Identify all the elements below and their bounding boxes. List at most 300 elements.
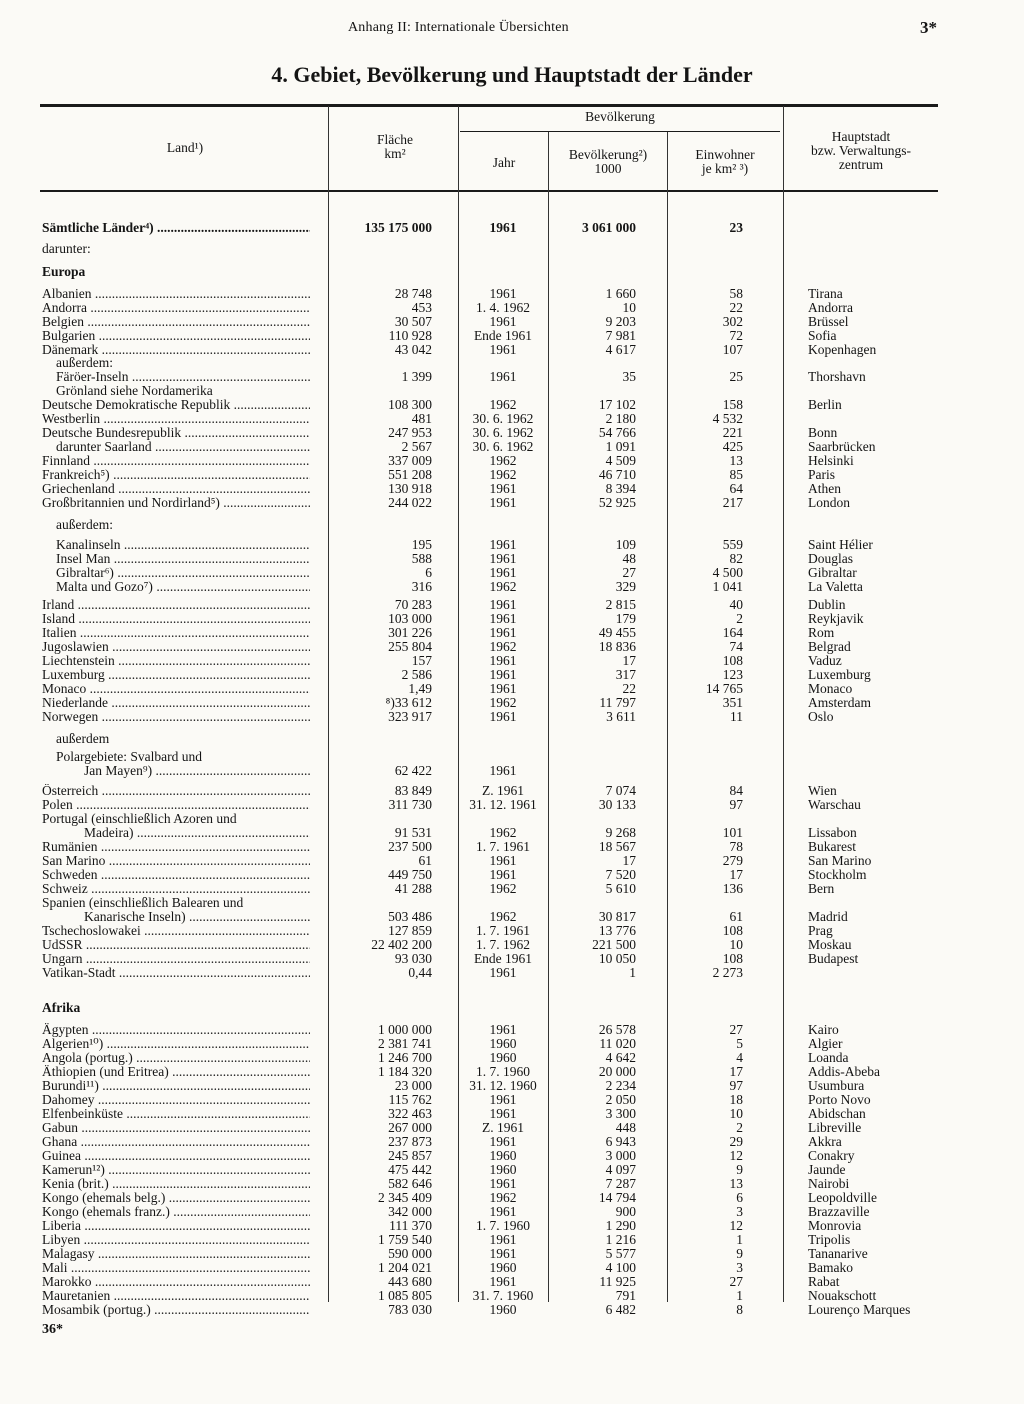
year-value: 30. 6. 1962 — [472, 425, 534, 440]
population-value: 1 660 — [605, 286, 636, 301]
year-value: 1961 — [489, 286, 517, 301]
area-value: 2 381 741 — [378, 1036, 432, 1051]
area-value: 247 953 — [388, 425, 432, 440]
page-number: 3* — [920, 18, 937, 37]
population-value: 30 133 — [598, 797, 636, 812]
year-value: 1960 — [489, 1260, 517, 1275]
table-row — [0, 764, 1024, 778]
population-value: 3 061 000 — [582, 220, 636, 235]
population-value: 17 — [622, 653, 636, 668]
population-value: 4 097 — [605, 1162, 636, 1177]
year-value: 1. 4. 1962 — [476, 300, 530, 315]
population-value: 52 925 — [598, 495, 636, 510]
year-value: 1960 — [489, 1036, 517, 1051]
population-value: 1 091 — [605, 439, 636, 454]
density-value: 13 — [729, 1176, 743, 1191]
year-value: 1. 7. 1960 — [476, 1218, 530, 1233]
area-value: 157 — [411, 653, 432, 668]
year-value: 1962 — [489, 639, 517, 654]
population-value: 54 766 — [598, 425, 636, 440]
capital-name: Conakry — [808, 1148, 855, 1163]
header-bottom-rule — [40, 190, 938, 192]
country-name: Niederlande ..... — [42, 696, 310, 710]
header-flaeche-line1: Fläche — [377, 132, 413, 147]
country-name: Italien ..... — [42, 626, 310, 640]
table-row — [0, 1149, 1024, 1163]
density-value: 2 — [736, 1120, 743, 1135]
capital-name: Athen — [808, 481, 841, 496]
header-land: Land¹) — [166, 140, 204, 155]
country-name: Europa — [42, 265, 86, 279]
area-value: 590 000 — [388, 1246, 432, 1261]
table-row — [0, 812, 1024, 826]
population-value: 17 102 — [598, 397, 636, 412]
population-value: 35 — [622, 369, 636, 384]
year-value: 1962 — [489, 695, 517, 710]
capital-name: Warschau — [808, 797, 861, 812]
table-row — [0, 612, 1024, 626]
capital-name: Monaco — [808, 681, 853, 696]
table-row — [0, 1135, 1024, 1149]
capital-name: Brüssel — [808, 314, 849, 329]
density-value: 11 — [730, 709, 743, 724]
area-value: 1,49 — [408, 681, 432, 696]
population-value: 49 455 — [598, 625, 636, 640]
table-row — [0, 784, 1024, 798]
country-name: Gabun ..... — [42, 1121, 310, 1135]
capital-name: Amsterdam — [808, 695, 871, 710]
area-value: 582 646 — [388, 1176, 432, 1191]
table-row — [0, 315, 1024, 329]
year-value: 1961 — [489, 551, 517, 566]
table-row — [0, 1163, 1024, 1177]
country-name: Angola (portug.) ..... — [42, 1051, 310, 1065]
density-value: 8 — [736, 1302, 743, 1317]
country-name: Liberia ..... — [42, 1219, 310, 1233]
population-value: 8 394 — [605, 481, 636, 496]
area-value: 2 567 — [401, 439, 432, 454]
density-value: 72 — [729, 328, 743, 343]
capital-name: Monrovia — [808, 1218, 862, 1233]
capital-name: Akkra — [808, 1134, 842, 1149]
table-row — [0, 598, 1024, 612]
year-value: 30. 6. 1962 — [472, 411, 534, 426]
country-name: Albanien ..... — [42, 287, 310, 301]
year-value: 1961 — [489, 1106, 517, 1121]
capital-name: Usumbura — [808, 1078, 865, 1093]
capital-name: Tripolis — [808, 1232, 851, 1247]
table-row — [0, 924, 1024, 938]
area-value: 245 857 — [388, 1148, 432, 1163]
density-value: 9 — [736, 1162, 743, 1177]
table-row — [0, 1037, 1024, 1051]
country-name: Dahomey ..... — [42, 1093, 310, 1107]
density-value: 4 532 — [712, 411, 743, 426]
country-name: Luxemburg ..... — [42, 668, 310, 682]
year-value: 1961 — [489, 653, 517, 668]
header-flaeche — [340, 133, 450, 161]
table-row — [0, 329, 1024, 343]
table-row — [0, 1261, 1024, 1275]
density-value: 84 — [729, 783, 743, 798]
area-value: 301 226 — [388, 625, 432, 640]
capital-name: Bern — [808, 881, 835, 896]
table-row — [0, 1205, 1024, 1219]
country-name: Island ..... — [42, 612, 310, 626]
area-value: 1 399 — [401, 369, 432, 384]
year-value: 1961 — [489, 965, 517, 980]
table-row — [0, 1275, 1024, 1289]
area-value: 195 — [411, 537, 432, 552]
density-value: 1 — [736, 1232, 743, 1247]
population-value: 30 817 — [598, 909, 636, 924]
density-value: 12 — [729, 1218, 743, 1233]
capital-name: Loanda — [808, 1050, 849, 1065]
year-value: 1962 — [489, 825, 517, 840]
population-value: 2 234 — [605, 1078, 636, 1093]
capital-name: Andorra — [808, 300, 853, 315]
table-row — [0, 580, 1024, 594]
table-row — [0, 882, 1024, 896]
population-value: 3 300 — [605, 1106, 636, 1121]
year-value: 1961 — [489, 867, 517, 882]
population-value: 26 578 — [598, 1022, 636, 1037]
year-value: 1961 — [489, 1274, 517, 1289]
density-value: 12 — [729, 1148, 743, 1163]
area-value: 0,44 — [408, 965, 432, 980]
table-row — [0, 1247, 1024, 1261]
capital-name: Leopoldville — [808, 1190, 877, 1205]
country-name: Kanarische Inseln) ..... — [84, 910, 310, 924]
year-value: 1961 — [489, 495, 517, 510]
density-value: 9 — [736, 1246, 743, 1261]
capital-name: Saint Hélier — [808, 537, 873, 552]
capital-name: Brazzaville — [808, 1204, 870, 1219]
country-name: Deutsche Demokratische Republik ..... — [42, 398, 310, 412]
country-name: Mosambik (portug.) ..... — [42, 1303, 310, 1317]
year-value: 1962 — [489, 909, 517, 924]
area-value: 244 022 — [388, 495, 432, 510]
year-value: 31. 7. 1960 — [472, 1288, 534, 1303]
header-bevoelkerung-line1: Bevölkerung²) — [568, 147, 648, 162]
year-value: 1961 — [489, 625, 517, 640]
table-row — [0, 938, 1024, 952]
population-value: 109 — [615, 537, 636, 552]
population-value: 221 500 — [592, 937, 636, 952]
country-name: Afrika — [42, 1001, 81, 1015]
area-value: 30 507 — [394, 314, 432, 329]
table-row — [0, 750, 1024, 764]
density-value: 2 273 — [712, 965, 743, 980]
density-value: 221 — [722, 425, 743, 440]
area-value: 62 422 — [394, 763, 432, 778]
area-value: 311 730 — [388, 797, 432, 812]
country-name: Algerien¹⁰) ..... — [42, 1037, 310, 1051]
population-value: 48 — [622, 551, 636, 566]
density-value: 10 — [729, 937, 743, 952]
country-name: Bulgarien ..... — [42, 329, 310, 343]
table-row — [0, 868, 1024, 882]
density-value: 85 — [729, 467, 743, 482]
year-value: 1961 — [489, 537, 517, 552]
year-value: 1961 — [489, 1232, 517, 1247]
year-value: 1961 — [489, 1204, 517, 1219]
country-name: Marokko ..... — [42, 1275, 310, 1289]
population-value: 18 836 — [598, 639, 636, 654]
year-value: 1. 7. 1961 — [476, 923, 530, 938]
table-row — [0, 454, 1024, 468]
capital-name: Oslo — [808, 709, 834, 724]
capital-name: Kairo — [808, 1022, 839, 1037]
area-value: 108 300 — [388, 397, 432, 412]
table-row — [0, 398, 1024, 412]
country-name: Gibraltar⁶) ..... — [56, 566, 310, 580]
area-value: 1 759 540 — [378, 1232, 432, 1247]
area-value: 237 500 — [388, 839, 432, 854]
density-value: 164 — [722, 625, 743, 640]
density-value: 64 — [729, 481, 743, 496]
density-value: 22 — [729, 300, 743, 315]
population-value: 14 794 — [598, 1190, 636, 1205]
capital-name: Tirana — [808, 286, 843, 301]
capital-name: Algier — [808, 1036, 843, 1051]
country-name: Belgien ..... — [42, 315, 310, 329]
table-top-rule — [40, 104, 938, 107]
country-name: Westberlin ..... — [42, 412, 310, 426]
year-value: 1962 — [489, 397, 517, 412]
population-value: 4 509 — [605, 453, 636, 468]
country-name: Österreich ..... — [42, 784, 310, 798]
table-row — [0, 696, 1024, 710]
year-value: 1961 — [489, 342, 517, 357]
country-name: Mauretanien ..... — [42, 1289, 310, 1303]
area-value: 783 030 — [388, 1302, 432, 1317]
capital-name: Abidschan — [808, 1106, 866, 1121]
table-row — [0, 518, 1024, 532]
population-value: 7 981 — [605, 328, 636, 343]
year-value: Ende 1961 — [473, 951, 533, 966]
density-value: 108 — [722, 951, 743, 966]
density-value: 279 — [722, 853, 743, 868]
capital-name: Thorshavn — [808, 369, 866, 384]
area-value: ⁸)33 612 — [385, 695, 432, 710]
table-row — [0, 496, 1024, 510]
density-value: 3 — [736, 1204, 743, 1219]
header-bevoelkerung-group: Bevölkerung — [585, 109, 655, 124]
country-name: Jugoslawien ..... — [42, 640, 310, 654]
area-value: 70 283 — [394, 597, 432, 612]
capital-name: Dublin — [808, 597, 846, 612]
density-value: 27 — [729, 1022, 743, 1037]
area-value: 1 184 320 — [378, 1064, 432, 1079]
year-value: 1961 — [489, 1134, 517, 1149]
capital-name: Jaunde — [808, 1162, 846, 1177]
population-value: 17 — [622, 853, 636, 868]
density-value: 97 — [729, 1078, 743, 1093]
table-row — [0, 538, 1024, 552]
area-value: 135 175 000 — [364, 220, 432, 235]
area-value: 103 000 — [388, 611, 432, 626]
capital-name: Porto Novo — [808, 1092, 871, 1107]
area-value: 449 750 — [388, 867, 432, 882]
country-name: Liechtenstein ..... — [42, 654, 310, 668]
footer-page-number: 36* — [42, 1322, 63, 1337]
density-value: 108 — [722, 923, 743, 938]
population-value: 4 100 — [605, 1260, 636, 1275]
country-name: Finnland ..... — [42, 454, 310, 468]
country-name: außerdem — [56, 732, 110, 746]
capital-name: Helsinki — [808, 453, 854, 468]
population-value: 18 567 — [598, 839, 636, 854]
year-value: 1961 — [489, 853, 517, 868]
country-name: Ghana ..... — [42, 1135, 310, 1149]
table-row — [0, 626, 1024, 640]
year-value: 1962 — [489, 881, 517, 896]
area-value: 316 — [411, 579, 432, 594]
capital-name: London — [808, 495, 850, 510]
area-value: 43 042 — [394, 342, 432, 357]
area-value: 453 — [411, 300, 432, 315]
table-row — [0, 384, 1024, 398]
country-name: Kongo (ehemals franz.) ..... — [42, 1205, 310, 1219]
year-value: 1961 — [489, 565, 517, 580]
population-value: 13 776 — [598, 923, 636, 938]
header-jahr: Jahr — [492, 155, 516, 170]
population-value: 179 — [615, 611, 636, 626]
group-header-rule — [460, 131, 780, 132]
capital-name: Berlin — [808, 397, 842, 412]
density-value: 4 — [736, 1050, 743, 1065]
table-row — [0, 966, 1024, 980]
density-value: 6 — [736, 1190, 743, 1205]
page-title: 4. Gebiet, Bevölkerung und Hauptstadt der Länder — [271, 62, 753, 87]
header-bevoelkerung — [550, 148, 666, 176]
density-value: 1 041 — [712, 579, 743, 594]
density-value: 107 — [722, 342, 743, 357]
country-name: San Marino ..... — [42, 854, 310, 868]
header-bevoelkerung-line2: 1000 — [594, 161, 622, 176]
density-value: 302 — [722, 314, 743, 329]
country-name: Guinea ..... — [42, 1149, 310, 1163]
table-row — [0, 552, 1024, 566]
year-value: 1960 — [489, 1148, 517, 1163]
country-name: Sämtliche Länder⁴) ..... — [42, 221, 310, 235]
table-row — [0, 952, 1024, 966]
density-value: 158 — [722, 397, 743, 412]
area-value: 588 — [411, 551, 432, 566]
year-value: Ende 1961 — [473, 328, 533, 343]
country-name: Äthiopien (und Eritrea) ..... — [42, 1065, 310, 1079]
year-value: 1960 — [489, 1050, 517, 1065]
country-name: Burundi¹¹) ..... — [42, 1079, 310, 1093]
country-name: UdSSR ..... — [42, 938, 310, 952]
area-value: 503 486 — [388, 909, 432, 924]
table-row — [0, 1219, 1024, 1233]
capital-name: Rabat — [808, 1274, 840, 1289]
density-value: 1 — [736, 1288, 743, 1303]
year-value: 1961 — [489, 1022, 517, 1037]
table-row — [0, 343, 1024, 357]
header-hauptstadt — [786, 130, 936, 172]
country-name: Polargebiete: Svalbard und — [56, 750, 202, 764]
area-value: 115 762 — [388, 1092, 432, 1107]
density-value: 17 — [729, 867, 743, 882]
area-value: 110 928 — [388, 328, 432, 343]
country-name: Kamerun¹²) ..... — [42, 1163, 310, 1177]
table-row — [0, 287, 1024, 301]
area-value: 323 917 — [388, 709, 432, 724]
country-name: Rumänien ..... — [42, 840, 310, 854]
capital-name: Addis-Abeba — [808, 1064, 880, 1079]
capital-name: San Marino — [808, 853, 872, 868]
capital-name: Luxemburg — [808, 667, 871, 682]
country-name: Irland ..... — [42, 598, 310, 612]
capital-name: Bamako — [808, 1260, 853, 1275]
country-name: außerdem: — [56, 518, 113, 532]
capital-name: Libreville — [808, 1120, 862, 1135]
density-value: 25 — [729, 369, 743, 384]
country-name: Jan Mayen⁹) ..... — [84, 764, 310, 778]
table-row — [0, 854, 1024, 868]
population-value: 46 710 — [598, 467, 636, 482]
table-row — [0, 1121, 1024, 1135]
area-value: 130 918 — [388, 481, 432, 496]
country-name: darunter Saarland ..... — [56, 440, 310, 454]
capital-name: Stockholm — [808, 867, 867, 882]
area-value: 481 — [411, 411, 432, 426]
density-value: 78 — [729, 839, 743, 854]
table-row — [0, 566, 1024, 580]
country-name: Elfenbeinküste ..... — [42, 1107, 310, 1121]
table-row — [0, 370, 1024, 384]
population-value: 317 — [615, 667, 636, 682]
density-value: 74 — [729, 639, 743, 654]
year-value: 1961 — [489, 481, 517, 496]
year-value: 1961 — [489, 1092, 517, 1107]
table-row — [0, 1065, 1024, 1079]
population-value: 1 — [629, 965, 636, 980]
year-value: 1961 — [489, 314, 517, 329]
population-value: 2 180 — [605, 411, 636, 426]
capital-name: Madrid — [808, 909, 848, 924]
area-value: 267 000 — [388, 1120, 432, 1135]
table-row — [0, 440, 1024, 454]
year-value: 1961 — [489, 709, 517, 724]
year-value: 1961 — [489, 220, 517, 235]
country-name: Vatikan-Stadt ..... — [42, 966, 310, 980]
country-name: Libyen ..... — [42, 1233, 310, 1247]
population-value: 11 925 — [599, 1274, 636, 1289]
country-name: Spanien (einschließlich Balearen und — [42, 896, 244, 910]
area-value: 1 085 805 — [378, 1288, 432, 1303]
capital-name: Paris — [808, 467, 835, 482]
country-name: Griechenland ..... — [42, 482, 310, 496]
country-name: Ungarn ..... — [42, 952, 310, 966]
area-value: 127 859 — [388, 923, 432, 938]
population-value: 7 520 — [605, 867, 636, 882]
population-value: 7 074 — [605, 783, 636, 798]
header-flaeche-line2: km² — [384, 146, 406, 161]
country-name: Norwegen ..... — [42, 710, 310, 724]
section-heading — [0, 1001, 1024, 1015]
density-value: 136 — [722, 881, 743, 896]
density-value: 5 — [736, 1036, 743, 1051]
capital-name: Lissabon — [808, 825, 857, 840]
density-value: 4 500 — [712, 565, 743, 580]
country-name: Malta und Gozo⁷) ..... — [56, 580, 310, 594]
year-value: 31. 12. 1961 — [469, 797, 537, 812]
capital-name: Kopenhagen — [808, 342, 877, 357]
